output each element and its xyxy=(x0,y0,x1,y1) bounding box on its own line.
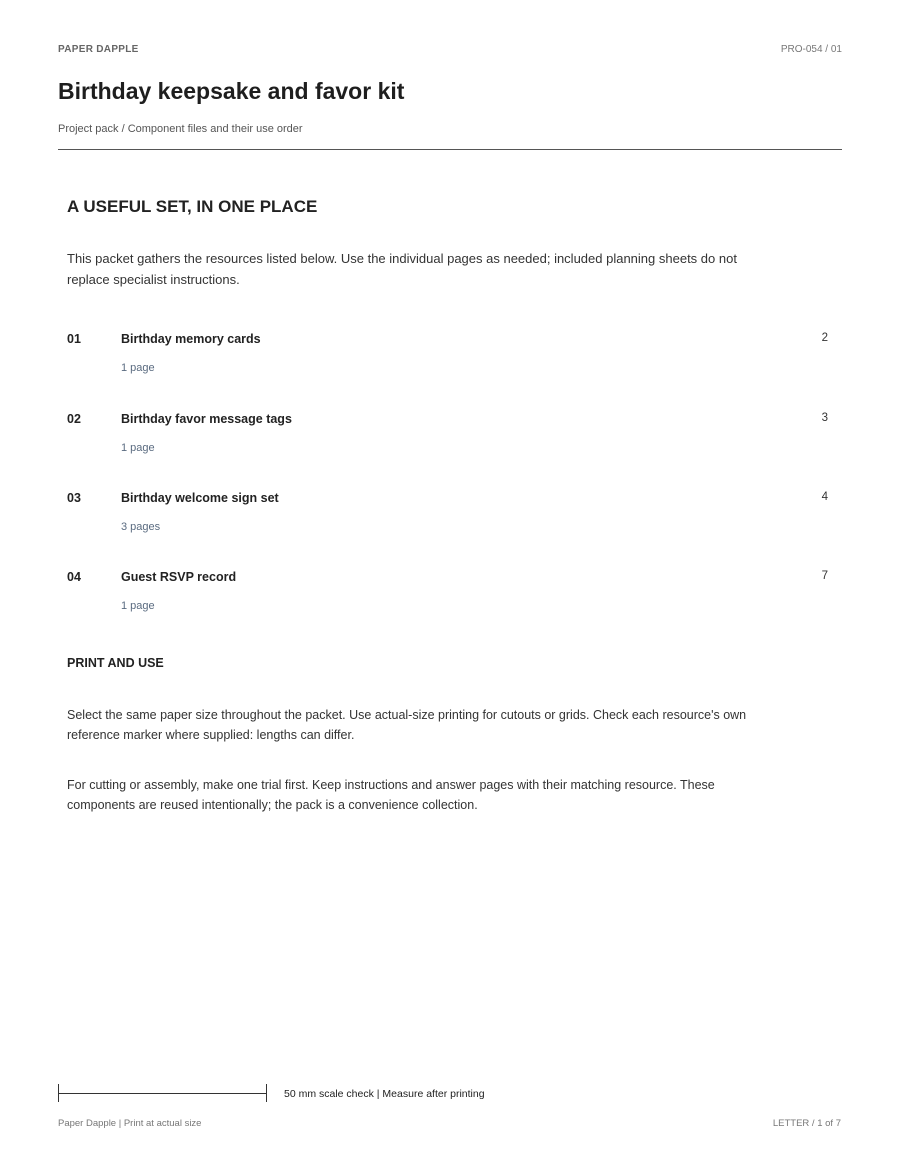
scale-check-bar xyxy=(58,1084,267,1102)
intro-text: This packet gathers the resources listed below. Use the individual pages as needed; included planning sheets do not replace specialist instructions. xyxy=(67,251,737,287)
page-subtitle: Project pack / Component files and their use order xyxy=(58,123,303,135)
contents-item-page-number: 3 xyxy=(821,412,828,424)
contents-item-number: 03 xyxy=(67,491,81,505)
print-use-heading: PRINT AND USE xyxy=(67,656,164,670)
contents-item-title: Birthday memory cards xyxy=(121,332,261,346)
contents-item-page-number: 4 xyxy=(821,491,828,503)
contents-item xyxy=(67,332,833,392)
contents-item-page-number: 7 xyxy=(821,570,828,582)
contents-item-title: Birthday welcome sign set xyxy=(121,491,279,505)
contents-item-number: 01 xyxy=(67,332,81,346)
contents-item-title: Guest RSVP record xyxy=(121,570,237,584)
contents-item-number: 02 xyxy=(67,412,81,426)
contents-item-page-count: 1 page xyxy=(121,362,155,374)
contents-item-number: 04 xyxy=(67,570,81,584)
contents-item-page-count: 3 pages xyxy=(121,521,161,533)
brand-name: PAPER DAPPLE xyxy=(58,44,139,55)
contents-item-page-count: 1 page xyxy=(121,600,155,612)
contents-item xyxy=(67,412,833,472)
contents-item-page-number: 2 xyxy=(821,332,828,344)
print-use-paragraph: Select the same paper size throughout the packet. Use actual-size printing for cutouts or grids. Check each resource's own reference marker where supplied: lengths can differ. xyxy=(67,708,747,742)
footer-page-info: LETTER / 1 of 7 xyxy=(772,1118,841,1129)
print-use-paragraph: For cutting or assembly, make one trial first. Keep instructions and answer pages with their matching resource. These components are reused intentionally; the pack is a convenience collection. xyxy=(67,778,715,812)
contents-item xyxy=(67,491,833,551)
header-divider xyxy=(58,149,842,150)
intro-heading: A USEFUL SET, IN ONE PLACE xyxy=(67,197,318,216)
contents-item xyxy=(67,570,833,630)
footer-note: Paper Dapple | Print at actual size xyxy=(58,1118,202,1129)
contents-item-title: Birthday favor message tags xyxy=(121,412,292,426)
contents-item-page-count: 1 page xyxy=(121,442,155,454)
page-header xyxy=(58,44,842,58)
page-title: Birthday keepsake and favor kit xyxy=(58,78,405,104)
document-code: PRO-054 / 01 xyxy=(780,44,842,55)
scale-check-label: 50 mm scale check | Measure after printing xyxy=(284,1088,485,1100)
